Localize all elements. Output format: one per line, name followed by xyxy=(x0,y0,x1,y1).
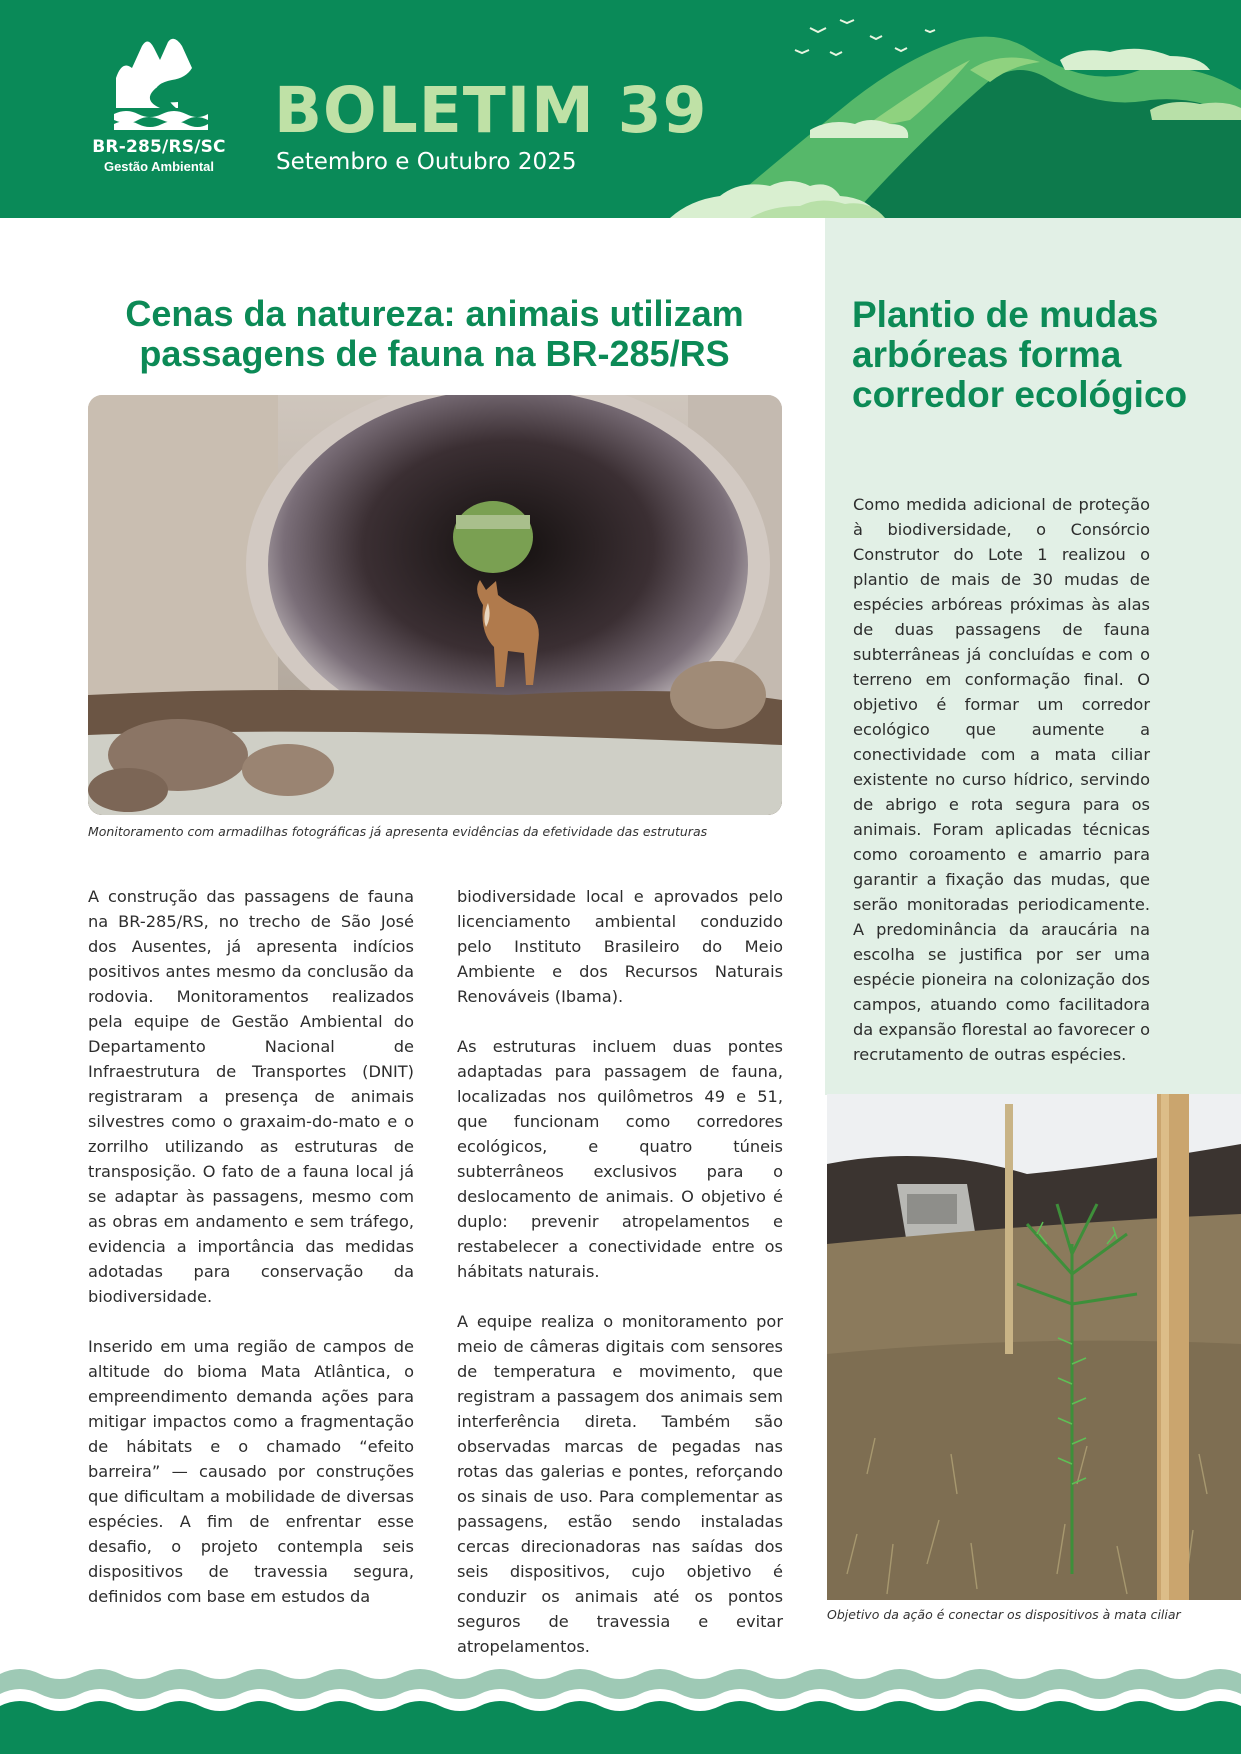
photo-araucaria-seedling xyxy=(827,1094,1241,1600)
article-paragraph: biodiversidade local e aprovados pelo licenciamento ambiental conduzido pelo Instituto Brasileiro do Meio Ambiente e dos Recursos Naturais Renováveis (Ibama). xyxy=(457,887,783,1006)
article-column-1 xyxy=(88,884,414,1634)
bulletin-title: BOLETIM 39 xyxy=(274,74,708,147)
article-paragraph: A construção das passagens de fauna na BR-285/RS, no trecho de São José dos Ausentes, já apresenta indícios positivos antes mesmo da conclusão da rodovia. Monitoramentos realizados pela equipe de Gestão Ambiental do Departamento Nacional de Infraestrutura de Transportes (DNIT) registraram a presença de animais silvestres como o graxaim-do-mato e o zorrilho utilizando as estruturas de transposição. O fato de a fauna local já se adaptar às passagens, mesmo com as obras em andamento e sem tráfego, evidencia a importância das medidas adotadas para conservação da biodiversidade. xyxy=(88,887,414,1306)
photo-fox-in-tunnel xyxy=(88,395,782,815)
article-paragraph: A equipe realiza o monitoramento por meio de câmeras digitais com sensores de temperatura e movimento, que registram a passagem dos animais sem interferência direta. Também são observadas marcas de pegadas nas rotas das galerias e pontes, reforçando os sinais de uso. Para complementar as passagens, estão sendo instaladas cercas direcionadoras nas saídas dos seis dispositivos, cujo objetivo é conduzir os animais até os pontos seguros de travessia e evitar atropelamentos. xyxy=(457,1312,783,1656)
main-article-title: Cenas da natureza: animais utilizam passagens de fauna na BR-285/RS xyxy=(125,293,744,374)
main-photo-caption: Monitoramento com armadilhas fotográficas já apresenta evidências da efetividade das estruturas xyxy=(88,824,708,839)
header-banner xyxy=(0,0,1241,218)
logo-subtitle: Gestão Ambiental xyxy=(103,159,215,174)
sidebar-photo-caption: Objetivo da ação é conectar os dispositivos à mata ciliar xyxy=(827,1607,1181,1622)
article-paragraph: Inserido em uma região de campos de altitude do bioma Mata Atlântica, o empreendimento demanda ações para mitigar impactos como a fragmentação de hábitats e o chamado “efeito barreira” — causado por construções que dificultam a mobilidade de diversas espécies. A fim de enfrentar esse desafio, o projeto contempla seis dispositivos de travessia segura, definidos com base em estudos da xyxy=(88,1337,414,1606)
sidebar-title: Plantio de mudas arbóreas forma corredor ecológico xyxy=(852,294,1188,415)
logo-mountain-road-icon xyxy=(112,38,208,130)
logo xyxy=(84,38,234,178)
article-column-2 xyxy=(457,884,783,1684)
footer-wave xyxy=(0,1654,1241,1754)
sidebar-text: Como medida adicional de proteção à biodiversidade, o Consórcio Construtor do Lote 1 realizou o plantio de mais de 30 mudas de espécies arbóreas próximas às alas de duas passagens de fauna subterrâneas já concluídas e com o terreno em conformação final. O objetivo é formar um corredor ecológico que aumente a conectividade com a mata ciliar existente no curso hídrico, servindo de abrigo e rota segura para os animais. Foram aplicadas técnicas como coroamento e amarrio para garantir a fixação das mudas, que serão monitoradas periodicamente. A predominância da araucária na escolha se justifica por ser uma espécie pioneira na colonização dos campos, atuando como facilitadora da expansão florestal ao favorecer o recrutamento de outras espécies. xyxy=(853,495,1150,1064)
bulletin-date: Setembro e Outubro 2025 xyxy=(276,149,577,175)
mountain-illustration xyxy=(670,0,1241,218)
logo-name: BR-285/RS/SC xyxy=(92,137,226,157)
article-paragraph: As estruturas incluem duas pontes adaptadas para passagem de fauna, localizadas nos quilômetros 49 e 51, que funcionam como corredores ecológicos, e quatro túneis subterrâneos exclusivos para o deslocamento de animais. O objetivo é duplo: prevenir atropelamentos e restabelecer a conectividade entre os hábitats naturais. xyxy=(457,1037,783,1281)
